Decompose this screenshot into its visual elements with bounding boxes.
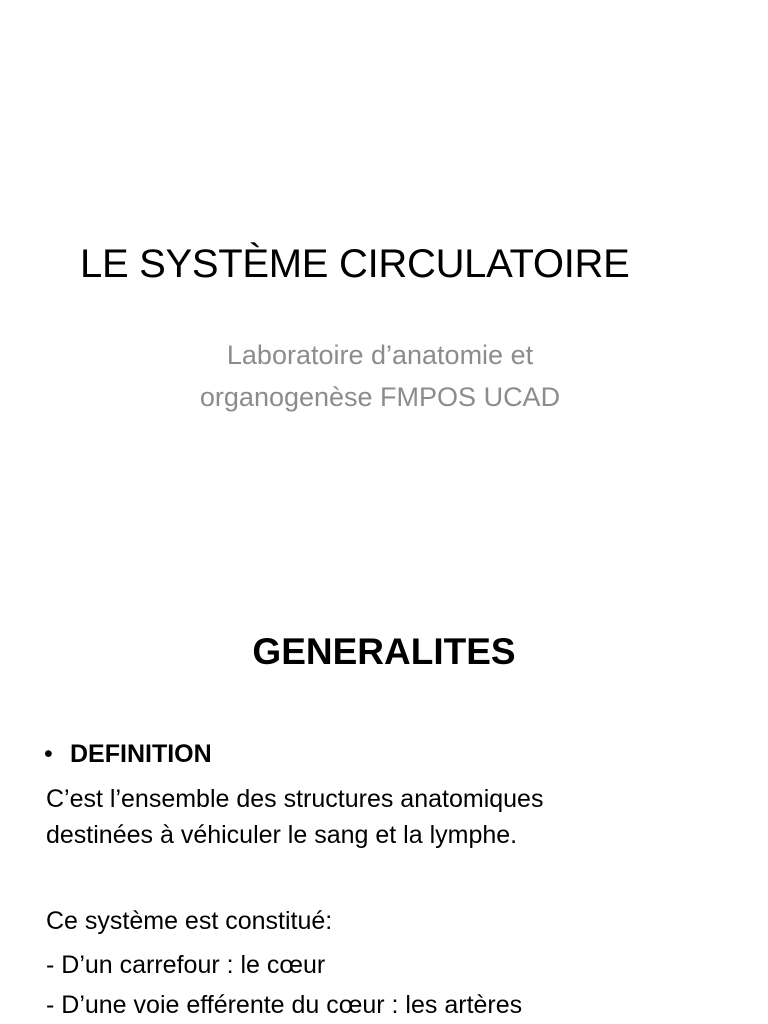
bullet-label: DEFINITION xyxy=(70,740,212,768)
definition-bullet xyxy=(44,736,212,772)
presentation-subtitle xyxy=(120,334,640,418)
subtitle-line-2: organogenèse FMPOS UCAD xyxy=(199,382,561,412)
subtitle-line-1: Laboratoire d’anatomie et xyxy=(226,340,534,370)
presentation-title: LE SYSTÈME CIRCULATOIRE xyxy=(80,242,630,286)
composition-intro: Ce système est constitué: xyxy=(46,907,333,935)
composition-item-2: - D’une voie efférente du cœur : les artères xyxy=(46,991,523,1019)
definition-line-2: destinées à véhiculer le sang et la lymphe. xyxy=(46,821,518,849)
generalites-slide xyxy=(0,576,768,1024)
composition-item-1: - D’un carrefour : le cœur xyxy=(46,951,326,979)
bullet-icon: • xyxy=(44,740,53,768)
section-heading: GENERALITES xyxy=(252,631,516,672)
definition-line-1: C’est l’ensemble des structures anatomiques xyxy=(46,785,544,813)
